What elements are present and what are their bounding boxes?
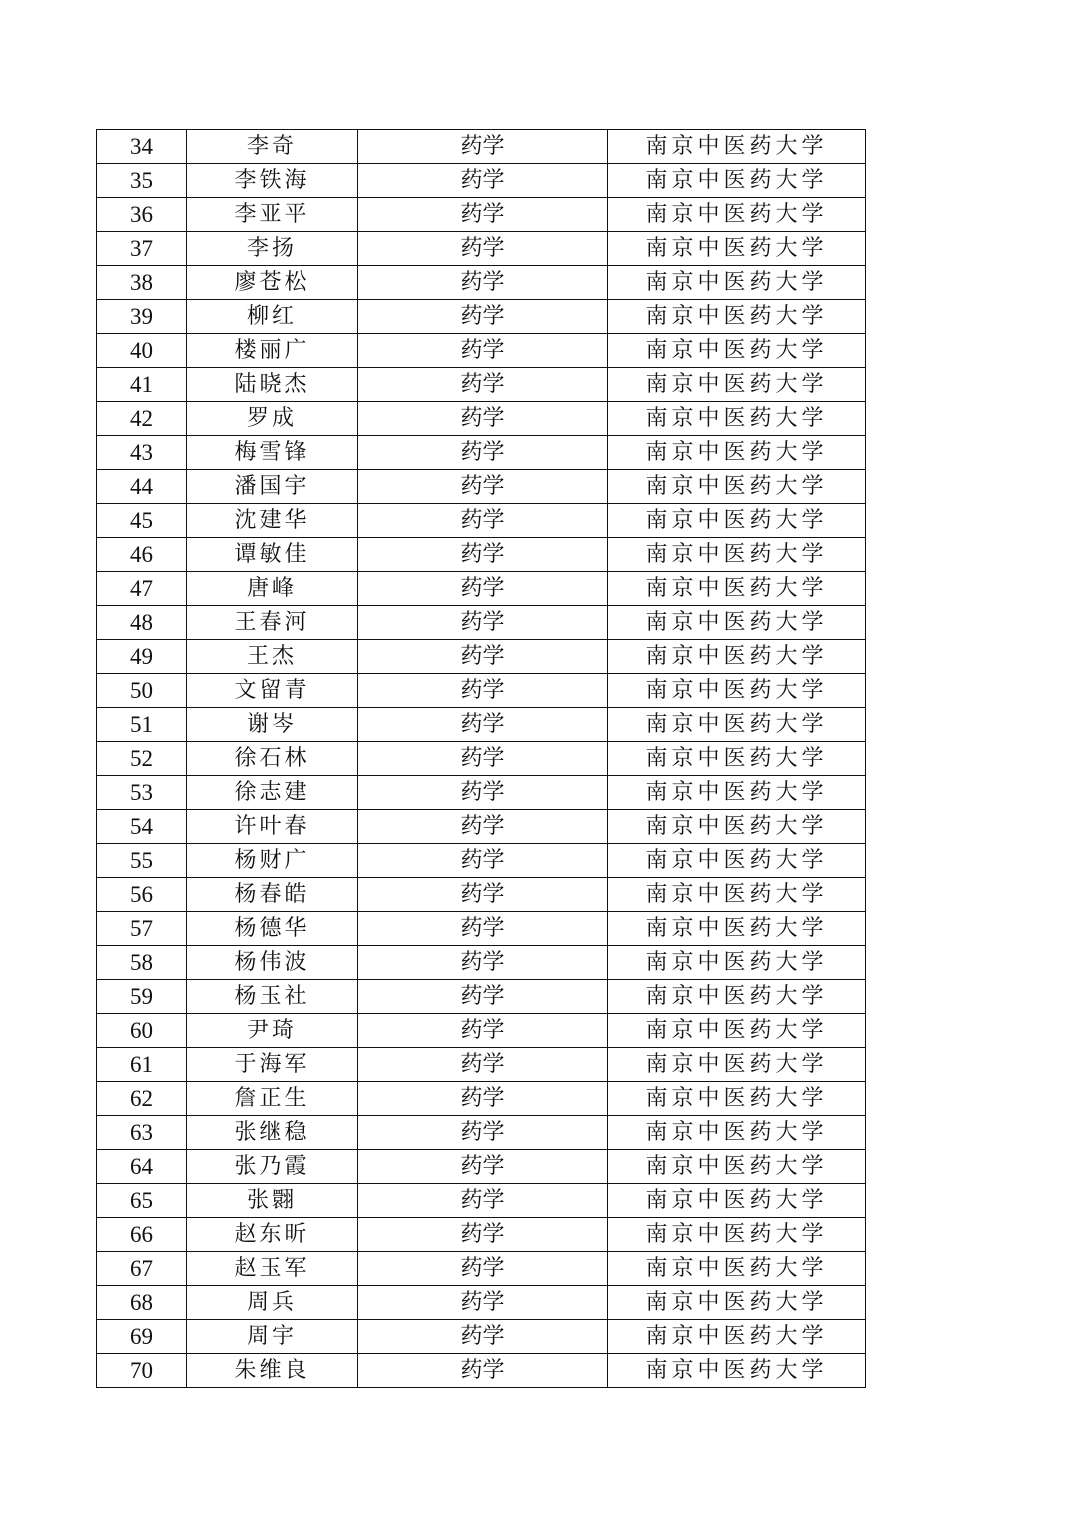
name-cell: 周宇: [187, 1320, 358, 1354]
school-cell: 南京中医药大学: [608, 368, 866, 402]
table-row: [97, 538, 866, 572]
name-cell: 文留青: [187, 674, 358, 708]
row-number-cell: 48: [97, 606, 187, 640]
table-row: [97, 572, 866, 606]
table-row: [97, 776, 866, 810]
major-cell: 药学: [358, 334, 608, 368]
major-cell: 药学: [358, 504, 608, 538]
school-cell: 南京中医药大学: [608, 708, 866, 742]
row-number-cell: 62: [97, 1082, 187, 1116]
major-cell: 药学: [358, 980, 608, 1014]
table-row: [97, 844, 866, 878]
school-cell: 南京中医药大学: [608, 1354, 866, 1388]
table-row: [97, 1048, 866, 1082]
table-row: [97, 334, 866, 368]
table-row: [97, 742, 866, 776]
major-cell: 药学: [358, 878, 608, 912]
school-cell: 南京中医药大学: [608, 504, 866, 538]
school-cell: 南京中医药大学: [608, 912, 866, 946]
name-cell: 梅雪锋: [187, 436, 358, 470]
name-cell: 沈建华: [187, 504, 358, 538]
row-number-cell: 63: [97, 1116, 187, 1150]
school-cell: 南京中医药大学: [608, 1252, 866, 1286]
major-cell: 药学: [358, 708, 608, 742]
major-cell: 药学: [358, 776, 608, 810]
school-cell: 南京中医药大学: [608, 946, 866, 980]
name-cell: 许叶春: [187, 810, 358, 844]
table-row: [97, 1354, 866, 1388]
major-cell: 药学: [358, 130, 608, 164]
table-row: [97, 1252, 866, 1286]
name-cell: 周兵: [187, 1286, 358, 1320]
table-row: [97, 912, 866, 946]
name-cell: 王春河: [187, 606, 358, 640]
school-cell: 南京中医药大学: [608, 232, 866, 266]
table-row: [97, 1116, 866, 1150]
table-row: [97, 640, 866, 674]
school-cell: 南京中医药大学: [608, 266, 866, 300]
row-number-cell: 54: [97, 810, 187, 844]
table-row: [97, 708, 866, 742]
school-cell: 南京中医药大学: [608, 436, 866, 470]
name-cell: 王杰: [187, 640, 358, 674]
major-cell: 药学: [358, 844, 608, 878]
row-number-cell: 55: [97, 844, 187, 878]
row-number-cell: 65: [97, 1184, 187, 1218]
name-cell: 徐石林: [187, 742, 358, 776]
major-cell: 药学: [358, 742, 608, 776]
row-number-cell: 38: [97, 266, 187, 300]
table-row: [97, 232, 866, 266]
school-cell: 南京中医药大学: [608, 538, 866, 572]
major-cell: 药学: [358, 912, 608, 946]
major-cell: 药学: [358, 810, 608, 844]
major-cell: 药学: [358, 1320, 608, 1354]
table-row: [97, 674, 866, 708]
major-cell: 药学: [358, 436, 608, 470]
major-cell: 药学: [358, 232, 608, 266]
row-number-cell: 68: [97, 1286, 187, 1320]
school-cell: 南京中医药大学: [608, 980, 866, 1014]
major-cell: 药学: [358, 1150, 608, 1184]
school-cell: 南京中医药大学: [608, 300, 866, 334]
name-cell: 朱维良: [187, 1354, 358, 1388]
major-cell: 药学: [358, 946, 608, 980]
name-cell: 谭敏佳: [187, 538, 358, 572]
name-cell: 徐志建: [187, 776, 358, 810]
major-cell: 药学: [358, 470, 608, 504]
row-number-cell: 34: [97, 130, 187, 164]
row-number-cell: 42: [97, 402, 187, 436]
table-row: [97, 300, 866, 334]
table-row: [97, 436, 866, 470]
school-cell: 南京中医药大学: [608, 606, 866, 640]
school-cell: 南京中医药大学: [608, 198, 866, 232]
row-number-cell: 46: [97, 538, 187, 572]
table-row: [97, 1082, 866, 1116]
name-cell: 杨伟波: [187, 946, 358, 980]
row-number-cell: 35: [97, 164, 187, 198]
school-cell: 南京中医药大学: [608, 844, 866, 878]
major-cell: 药学: [358, 164, 608, 198]
school-cell: 南京中医药大学: [608, 1286, 866, 1320]
row-number-cell: 66: [97, 1218, 187, 1252]
row-number-cell: 70: [97, 1354, 187, 1388]
name-cell: 赵玉军: [187, 1252, 358, 1286]
row-number-cell: 56: [97, 878, 187, 912]
major-cell: 药学: [358, 538, 608, 572]
row-number-cell: 58: [97, 946, 187, 980]
school-cell: 南京中医药大学: [608, 1082, 866, 1116]
school-cell: 南京中医药大学: [608, 164, 866, 198]
major-cell: 药学: [358, 1014, 608, 1048]
table-row: [97, 1286, 866, 1320]
row-number-cell: 36: [97, 198, 187, 232]
name-cell: 张翾: [187, 1184, 358, 1218]
row-number-cell: 67: [97, 1252, 187, 1286]
row-number-cell: 47: [97, 572, 187, 606]
table-row: [97, 266, 866, 300]
major-cell: 药学: [358, 1354, 608, 1388]
major-cell: 药学: [358, 674, 608, 708]
table-row: [97, 878, 866, 912]
school-cell: 南京中医药大学: [608, 1116, 866, 1150]
row-number-cell: 49: [97, 640, 187, 674]
name-cell: 詹正生: [187, 1082, 358, 1116]
name-cell: 李亚平: [187, 198, 358, 232]
name-cell: 陆晓杰: [187, 368, 358, 402]
row-number-cell: 59: [97, 980, 187, 1014]
row-number-cell: 43: [97, 436, 187, 470]
row-number-cell: 57: [97, 912, 187, 946]
school-cell: 南京中医药大学: [608, 674, 866, 708]
name-cell: 张乃霞: [187, 1150, 358, 1184]
name-cell: 杨玉社: [187, 980, 358, 1014]
school-cell: 南京中医药大学: [608, 776, 866, 810]
row-number-cell: 44: [97, 470, 187, 504]
name-cell: 杨德华: [187, 912, 358, 946]
row-number-cell: 64: [97, 1150, 187, 1184]
school-cell: 南京中医药大学: [608, 334, 866, 368]
table-row: [97, 470, 866, 504]
name-cell: 尹琦: [187, 1014, 358, 1048]
major-cell: 药学: [358, 606, 608, 640]
school-cell: 南京中医药大学: [608, 1218, 866, 1252]
major-cell: 药学: [358, 1082, 608, 1116]
row-number-cell: 41: [97, 368, 187, 402]
table-row: [97, 946, 866, 980]
table-row: [97, 402, 866, 436]
table-row: [97, 368, 866, 402]
table-row: [97, 1184, 866, 1218]
row-number-cell: 45: [97, 504, 187, 538]
name-cell: 柳红: [187, 300, 358, 334]
school-cell: 南京中医药大学: [608, 1048, 866, 1082]
row-number-cell: 51: [97, 708, 187, 742]
major-cell: 药学: [358, 1252, 608, 1286]
school-cell: 南京中医药大学: [608, 878, 866, 912]
table-row: [97, 130, 866, 164]
row-number-cell: 61: [97, 1048, 187, 1082]
table-row: [97, 1320, 866, 1354]
table-row: [97, 504, 866, 538]
name-cell: 潘国宇: [187, 470, 358, 504]
name-cell: 谢岑: [187, 708, 358, 742]
major-cell: 药学: [358, 198, 608, 232]
major-cell: 药学: [358, 572, 608, 606]
school-cell: 南京中医药大学: [608, 810, 866, 844]
row-number-cell: 39: [97, 300, 187, 334]
row-number-cell: 37: [97, 232, 187, 266]
table-row: [97, 1218, 866, 1252]
row-number-cell: 52: [97, 742, 187, 776]
name-cell: 赵东昕: [187, 1218, 358, 1252]
school-cell: 南京中医药大学: [608, 1014, 866, 1048]
name-cell: 唐峰: [187, 572, 358, 606]
school-cell: 南京中医药大学: [608, 130, 866, 164]
table-row: [97, 1014, 866, 1048]
school-cell: 南京中医药大学: [608, 1184, 866, 1218]
major-cell: 药学: [358, 402, 608, 436]
table-row: [97, 980, 866, 1014]
name-cell: 杨财广: [187, 844, 358, 878]
major-cell: 药学: [358, 368, 608, 402]
table-row: [97, 810, 866, 844]
name-cell: 张继稳: [187, 1116, 358, 1150]
school-cell: 南京中医药大学: [608, 402, 866, 436]
major-cell: 药学: [358, 1048, 608, 1082]
table-row: [97, 606, 866, 640]
name-cell: 李奇: [187, 130, 358, 164]
roster-body: [97, 130, 866, 1388]
row-number-cell: 53: [97, 776, 187, 810]
school-cell: 南京中医药大学: [608, 572, 866, 606]
table-row: [97, 198, 866, 232]
school-cell: 南京中医药大学: [608, 1150, 866, 1184]
row-number-cell: 60: [97, 1014, 187, 1048]
name-cell: 杨春皓: [187, 878, 358, 912]
major-cell: 药学: [358, 1116, 608, 1150]
major-cell: 药学: [358, 1184, 608, 1218]
row-number-cell: 40: [97, 334, 187, 368]
school-cell: 南京中医药大学: [608, 470, 866, 504]
major-cell: 药学: [358, 640, 608, 674]
row-number-cell: 69: [97, 1320, 187, 1354]
major-cell: 药学: [358, 1218, 608, 1252]
school-cell: 南京中医药大学: [608, 742, 866, 776]
school-cell: 南京中医药大学: [608, 1320, 866, 1354]
name-cell: 楼丽广: [187, 334, 358, 368]
major-cell: 药学: [358, 1286, 608, 1320]
row-number-cell: 50: [97, 674, 187, 708]
table-row: [97, 1150, 866, 1184]
name-cell: 于海军: [187, 1048, 358, 1082]
school-cell: 南京中医药大学: [608, 640, 866, 674]
name-cell: 李扬: [187, 232, 358, 266]
name-cell: 廖苍松: [187, 266, 358, 300]
major-cell: 药学: [358, 266, 608, 300]
name-cell: 李铁海: [187, 164, 358, 198]
major-cell: 药学: [358, 300, 608, 334]
table-row: [97, 164, 866, 198]
name-cell: 罗成: [187, 402, 358, 436]
roster-table: [96, 129, 866, 1388]
